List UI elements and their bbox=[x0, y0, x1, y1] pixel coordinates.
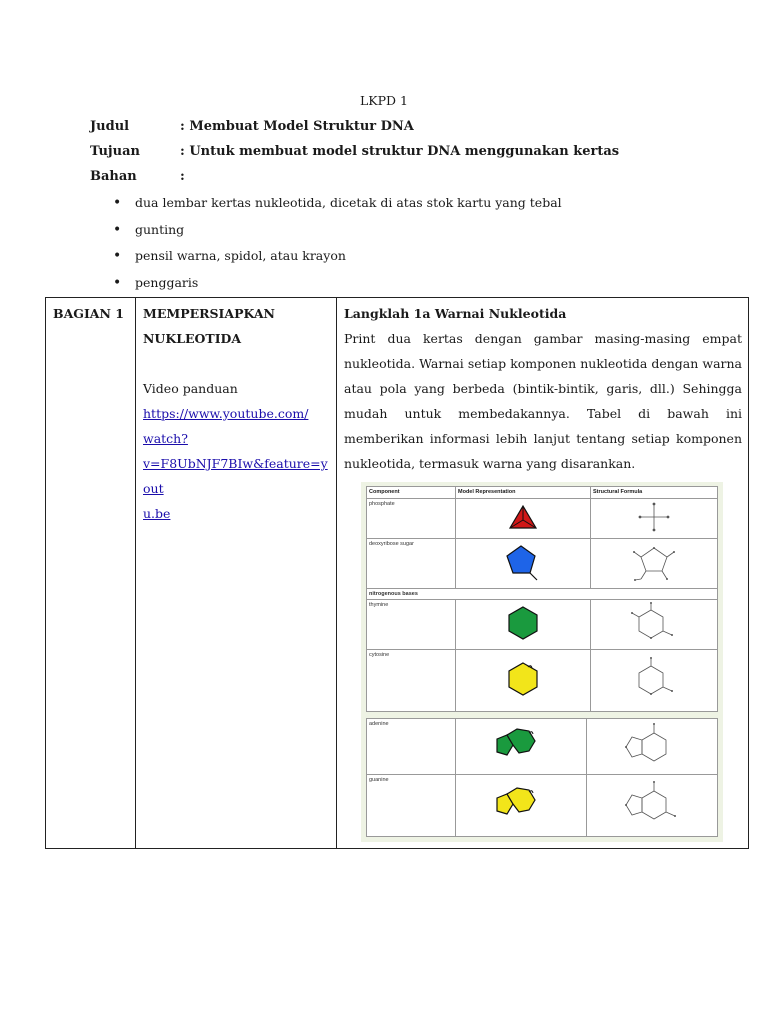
phosphate-structure-icon bbox=[634, 501, 674, 533]
adenine-model bbox=[456, 719, 587, 775]
table-row bbox=[367, 650, 718, 712]
sugar-formula bbox=[591, 539, 718, 589]
document-title: LKPD 1 bbox=[360, 93, 408, 108]
section-cell bbox=[136, 298, 337, 849]
section-title-line-1: MEMPERSIAPKAN bbox=[143, 306, 275, 321]
table-row bbox=[367, 719, 718, 775]
meta-judul-value: : Membuat Model Struktur DNA bbox=[180, 119, 414, 134]
meta-bahan bbox=[90, 169, 185, 184]
adenine-formula bbox=[587, 719, 718, 775]
part-cell bbox=[46, 298, 136, 849]
thymine-formula bbox=[591, 600, 718, 650]
activity-table bbox=[45, 297, 749, 849]
bullet-icon: • bbox=[113, 274, 122, 291]
yellow-hexagon-icon bbox=[504, 659, 542, 699]
phosphate-formula bbox=[591, 499, 718, 539]
component-table-bottom bbox=[366, 718, 718, 837]
cytosine-model bbox=[456, 650, 591, 712]
red-triangle-icon bbox=[508, 504, 538, 530]
part-label: BAGIAN 1 bbox=[53, 306, 124, 321]
row-label-thymine: thymine bbox=[367, 600, 456, 650]
sugar-model bbox=[456, 539, 591, 589]
table-row bbox=[367, 539, 718, 589]
thymine-structure-icon bbox=[629, 600, 679, 646]
bullet-icon: • bbox=[113, 195, 122, 211]
table-row bbox=[367, 775, 718, 837]
list-item: • gunting bbox=[113, 217, 562, 244]
phosphate-model bbox=[456, 499, 591, 539]
table-row bbox=[367, 499, 718, 539]
section-title-line-2: NUKLEOTIDA bbox=[143, 331, 242, 346]
instruction-cell bbox=[337, 298, 749, 849]
row-label-phosphate: phosphate bbox=[367, 499, 456, 539]
row-label-cytosine: cytosine bbox=[367, 650, 456, 712]
meta-bahan-value: : bbox=[180, 169, 185, 184]
green-hexagon-icon bbox=[505, 604, 541, 642]
video-label: Video panduan bbox=[143, 381, 238, 396]
table-row bbox=[367, 589, 718, 600]
meta-tujuan-key: Tujuan bbox=[90, 144, 140, 159]
thymine-model bbox=[456, 600, 591, 650]
cytosine-formula bbox=[591, 650, 718, 712]
row-label-bases: nitrogenous bases bbox=[367, 589, 718, 600]
adenine-structure-icon bbox=[622, 719, 682, 771]
row-label-guanine: guanine bbox=[367, 775, 456, 837]
bullet-icon: • bbox=[113, 248, 122, 264]
materials-list bbox=[113, 190, 562, 296]
row-label-adenine: adenine bbox=[367, 719, 456, 775]
meta-tujuan bbox=[90, 144, 619, 159]
meta-judul-key: Judul bbox=[90, 119, 130, 134]
step-text: Print dua kertas dengan gambar masing-masing empat nukleotida. Warnai setiap komponen nukleotida dengan warna atau pola yang berbeda (bintik-bintik, garis, dll.) Sehingga mudah untuk membedakannya. Tabel di bawah ini memberikan informasi lebih lanjut tentang setiap komponen nukleotida, termasuk warna yang disarankan. bbox=[344, 331, 742, 471]
row-label-sugar: deoxyribose sugar bbox=[367, 539, 456, 589]
guanine-model bbox=[456, 775, 587, 837]
deoxyribose-structure-icon bbox=[629, 540, 679, 584]
blue-pentagon-icon bbox=[504, 542, 542, 582]
meta-tujuan-value: : Untuk membuat model struktur DNA menggunakan kertas bbox=[180, 144, 620, 159]
header-component: Component bbox=[367, 487, 456, 499]
list-item: • pensil warna, spidol, atau krayon bbox=[113, 243, 562, 270]
bullet-icon: • bbox=[113, 221, 122, 238]
meta-bahan-key: Bahan bbox=[90, 169, 137, 184]
meta-judul bbox=[90, 119, 414, 134]
table-row bbox=[367, 600, 718, 650]
component-table-top bbox=[366, 486, 718, 712]
guanine-structure-icon bbox=[622, 777, 682, 831]
list-item: • penggaris bbox=[113, 270, 562, 297]
list-item: • dua lembar kertas nukleotida, dicetak di atas stok kartu yang tebal bbox=[113, 190, 562, 217]
step-title: Langklah 1a Warnai Nukleotida bbox=[344, 306, 567, 321]
yellow-double-ring-icon bbox=[491, 784, 551, 824]
guanine-formula bbox=[587, 775, 718, 837]
green-double-ring-icon bbox=[491, 725, 551, 765]
cytosine-structure-icon bbox=[629, 654, 679, 704]
header-model: Model Representation bbox=[456, 487, 591, 499]
video-link[interactable]: https://www.youtube.com/ watch? v=F8UbNJF7BIw&feature=yout u.be bbox=[143, 406, 328, 521]
nucleotide-component-figure bbox=[361, 482, 723, 842]
header-formula: Structural Formula bbox=[591, 487, 718, 499]
